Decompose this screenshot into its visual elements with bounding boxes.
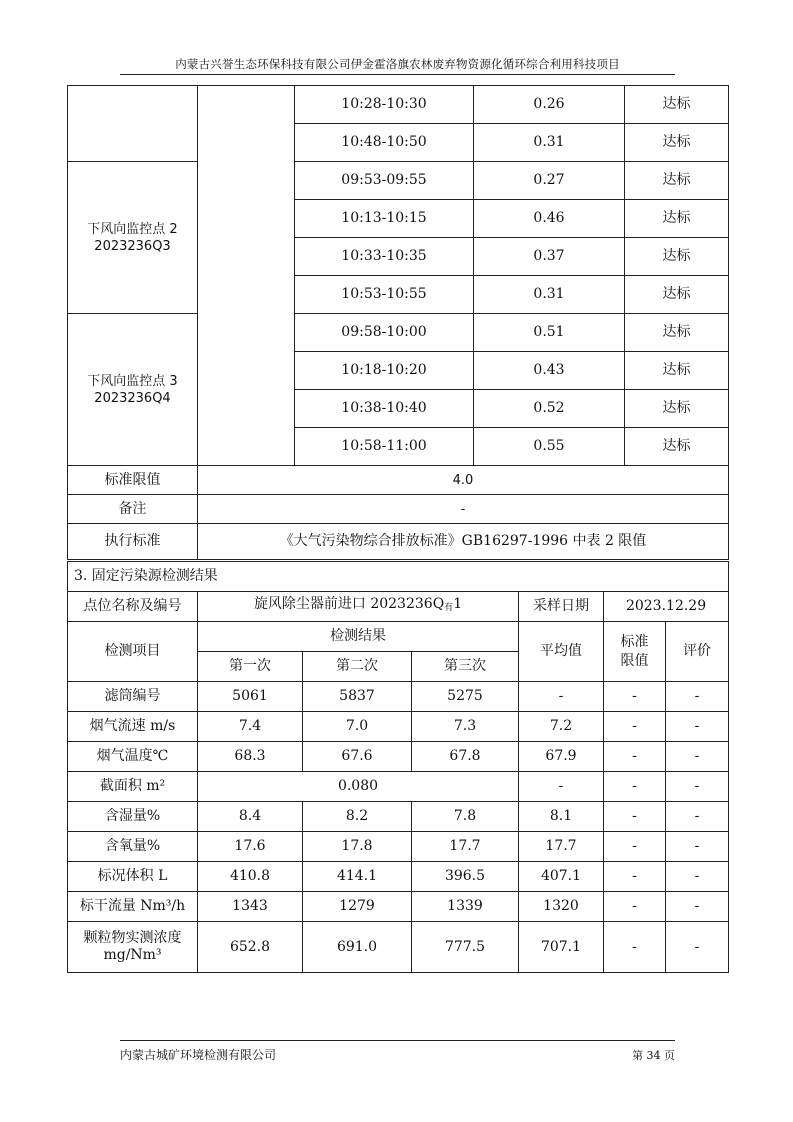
point-name: 下风向监控点 3 — [87, 373, 178, 389]
table-row — [68, 742, 729, 772]
value-cell: 0.46 — [474, 200, 625, 238]
note-row — [68, 495, 729, 524]
point-cell-prev — [68, 86, 198, 162]
v3-cell: 7.3 — [412, 712, 519, 742]
standard-label: 执行标准 — [68, 524, 198, 560]
v3-cell: 5275 — [412, 682, 519, 712]
point-value-tail: 1 — [453, 596, 463, 612]
v3-cell: 67.8 — [412, 742, 519, 772]
limit-row — [68, 466, 729, 495]
v1-cell: 5061 — [198, 682, 303, 712]
v1-cell: 410.8 — [198, 862, 303, 892]
time-cell: 10:18-10:20 — [295, 352, 474, 390]
note-label: 备注 — [68, 495, 198, 524]
header-avg: 平均值 — [519, 622, 604, 682]
time-cell: 09:53-09:55 — [295, 162, 474, 200]
value-cell: 0.55 — [474, 428, 625, 466]
avg-cell: 8.1 — [519, 802, 604, 832]
point-name: 下风向监控点 2 — [87, 221, 178, 237]
section-title-row — [68, 562, 729, 592]
time-cell: 10:38-10:40 — [295, 390, 474, 428]
eval-cell: - — [666, 772, 729, 802]
result-cell: 达标 — [625, 390, 729, 428]
footer-page-number: 第 34 页 — [632, 1049, 675, 1062]
footer-company: 内蒙古城矿环境检测有限公司 — [120, 1048, 277, 1062]
limit-cell: - — [604, 922, 666, 973]
avg-cell: - — [519, 772, 604, 802]
time-cell: 10:28-10:30 — [295, 86, 474, 124]
limit-cell: - — [604, 802, 666, 832]
header-eval: 评价 — [666, 622, 729, 682]
header-second: 第二次 — [303, 652, 412, 682]
limit-label: 标准限值 — [68, 466, 198, 495]
eval-cell: - — [666, 892, 729, 922]
eval-cell: - — [666, 832, 729, 862]
standard-row — [68, 524, 729, 560]
v2-cell: 7.0 — [303, 712, 412, 742]
value-cell: 0.26 — [474, 86, 625, 124]
point-value — [198, 592, 519, 622]
result-cell: 达标 — [625, 124, 729, 162]
result-cell: 达标 — [625, 276, 729, 314]
fugitive-emission-table — [67, 85, 729, 560]
value-cell: 0.31 — [474, 276, 625, 314]
note-value: - — [198, 495, 729, 524]
result-cell: 达标 — [625, 314, 729, 352]
header-rule — [120, 74, 675, 75]
value-cell: 0.37 — [474, 238, 625, 276]
v3-cell: 7.8 — [412, 802, 519, 832]
v2-cell: 67.6 — [303, 742, 412, 772]
area-value-cell: 0.080 — [198, 772, 519, 802]
value-cell: 0.51 — [474, 314, 625, 352]
time-cell: 10:58-11:00 — [295, 428, 474, 466]
table-row — [68, 682, 729, 712]
avg-cell: 1320 — [519, 892, 604, 922]
header-limit-text: 标准限值 — [620, 633, 649, 669]
v1-cell: 68.3 — [198, 742, 303, 772]
section-title: 3. 固定污染源检测结果 — [68, 562, 729, 592]
limit-cell: - — [604, 742, 666, 772]
header-limit — [604, 622, 666, 682]
limit-cell: - — [604, 682, 666, 712]
v3-cell: 777.5 — [412, 922, 519, 973]
avg-cell: 17.7 — [519, 832, 604, 862]
table-row — [68, 832, 729, 862]
table-row — [68, 314, 729, 352]
point-code: 2023236Q4 — [94, 390, 171, 406]
point-code: 2023236Q3 — [94, 238, 171, 254]
limit-cell: - — [604, 772, 666, 802]
item-cell: 截面积 m² — [68, 772, 198, 802]
point-value-sub: 有 — [444, 603, 454, 613]
value-cell: 0.52 — [474, 390, 625, 428]
value-cell: 0.27 — [474, 162, 625, 200]
merged-blank-cell — [198, 86, 295, 466]
limit-value: 4.0 — [198, 466, 729, 495]
time-cell: 10:33-10:35 — [295, 238, 474, 276]
table-row — [68, 802, 729, 832]
item-cell: 标干流量 Nm³/h — [68, 892, 198, 922]
eval-cell: - — [666, 802, 729, 832]
item-line1: 颗粒物实测浓度 — [83, 930, 182, 946]
eval-cell: - — [666, 742, 729, 772]
eval-cell: - — [666, 682, 729, 712]
point-label: 点位名称及编号 — [68, 592, 198, 622]
eval-cell: - — [666, 712, 729, 742]
value-cell: 0.43 — [474, 352, 625, 390]
eval-cell: - — [666, 922, 729, 973]
table-row — [68, 712, 729, 742]
avg-cell: 407.1 — [519, 862, 604, 892]
table-row — [68, 772, 729, 802]
time-cell: 10:48-10:50 — [295, 124, 474, 162]
table-row — [68, 922, 729, 973]
avg-cell: 67.9 — [519, 742, 604, 772]
table-row — [68, 862, 729, 892]
date-value: 2023.12.29 — [604, 592, 729, 622]
v1-cell: 652.8 — [198, 922, 303, 973]
result-cell: 达标 — [625, 352, 729, 390]
page-header: 内蒙古兴誉生态环保科技有限公司伊金霍洛旗农林废弃物资源化循环综合利用科技项目 — [175, 57, 620, 71]
header-item: 检测项目 — [68, 622, 198, 682]
time-cell: 09:58-10:00 — [295, 314, 474, 352]
result-cell: 达标 — [625, 162, 729, 200]
item-cell: 含氧量% — [68, 832, 198, 862]
v2-cell: 1279 — [303, 892, 412, 922]
v1-cell: 7.4 — [198, 712, 303, 742]
avg-cell: 707.1 — [519, 922, 604, 973]
item-cell: 标况体积 L — [68, 862, 198, 892]
result-cell: 达标 — [625, 238, 729, 276]
v2-cell: 691.0 — [303, 922, 412, 973]
header-result: 检测结果 — [198, 622, 519, 652]
avg-cell: 7.2 — [519, 712, 604, 742]
item-cell: 烟气流速 m/s — [68, 712, 198, 742]
stationary-source-table — [67, 561, 729, 973]
footer-rule — [120, 1040, 675, 1041]
item-cell: 烟气温度℃ — [68, 742, 198, 772]
value-cell: 0.31 — [474, 124, 625, 162]
v3-cell: 1339 — [412, 892, 519, 922]
limit-cell: - — [604, 712, 666, 742]
standard-value: 《大气污染物综合排放标准》GB16297-1996 中表 2 限值 — [198, 524, 729, 560]
date-label: 采样日期 — [519, 592, 604, 622]
point-cell-q4 — [68, 314, 198, 466]
avg-cell: - — [519, 682, 604, 712]
v2-cell: 8.2 — [303, 802, 412, 832]
limit-cell: - — [604, 832, 666, 862]
v3-cell: 17.7 — [412, 832, 519, 862]
table-row — [68, 86, 729, 124]
header-third: 第三次 — [412, 652, 519, 682]
result-cell: 达标 — [625, 86, 729, 124]
time-cell: 10:53-10:55 — [295, 276, 474, 314]
item-cell: 滤筒编号 — [68, 682, 198, 712]
v2-cell: 5837 — [303, 682, 412, 712]
table-row — [68, 892, 729, 922]
v1-cell: 8.4 — [198, 802, 303, 832]
v1-cell: 1343 — [198, 892, 303, 922]
limit-cell: - — [604, 892, 666, 922]
table-row — [68, 162, 729, 200]
result-cell: 达标 — [625, 428, 729, 466]
point-row — [68, 592, 729, 622]
item-line2: mg/Nm³ — [103, 947, 162, 963]
point-value-main: 旋风除尘器前进口 2023236Q — [253, 596, 445, 612]
time-cell: 10:13-10:15 — [295, 200, 474, 238]
item-cell: 含湿量% — [68, 802, 198, 832]
v2-cell: 17.8 — [303, 832, 412, 862]
header-first: 第一次 — [198, 652, 303, 682]
point-cell-q3 — [68, 162, 198, 314]
v3-cell: 396.5 — [412, 862, 519, 892]
header-row — [68, 622, 729, 652]
eval-cell: - — [666, 862, 729, 892]
limit-cell: - — [604, 862, 666, 892]
item-cell — [68, 922, 198, 973]
v1-cell: 17.6 — [198, 832, 303, 862]
v2-cell: 414.1 — [303, 862, 412, 892]
result-cell: 达标 — [625, 200, 729, 238]
